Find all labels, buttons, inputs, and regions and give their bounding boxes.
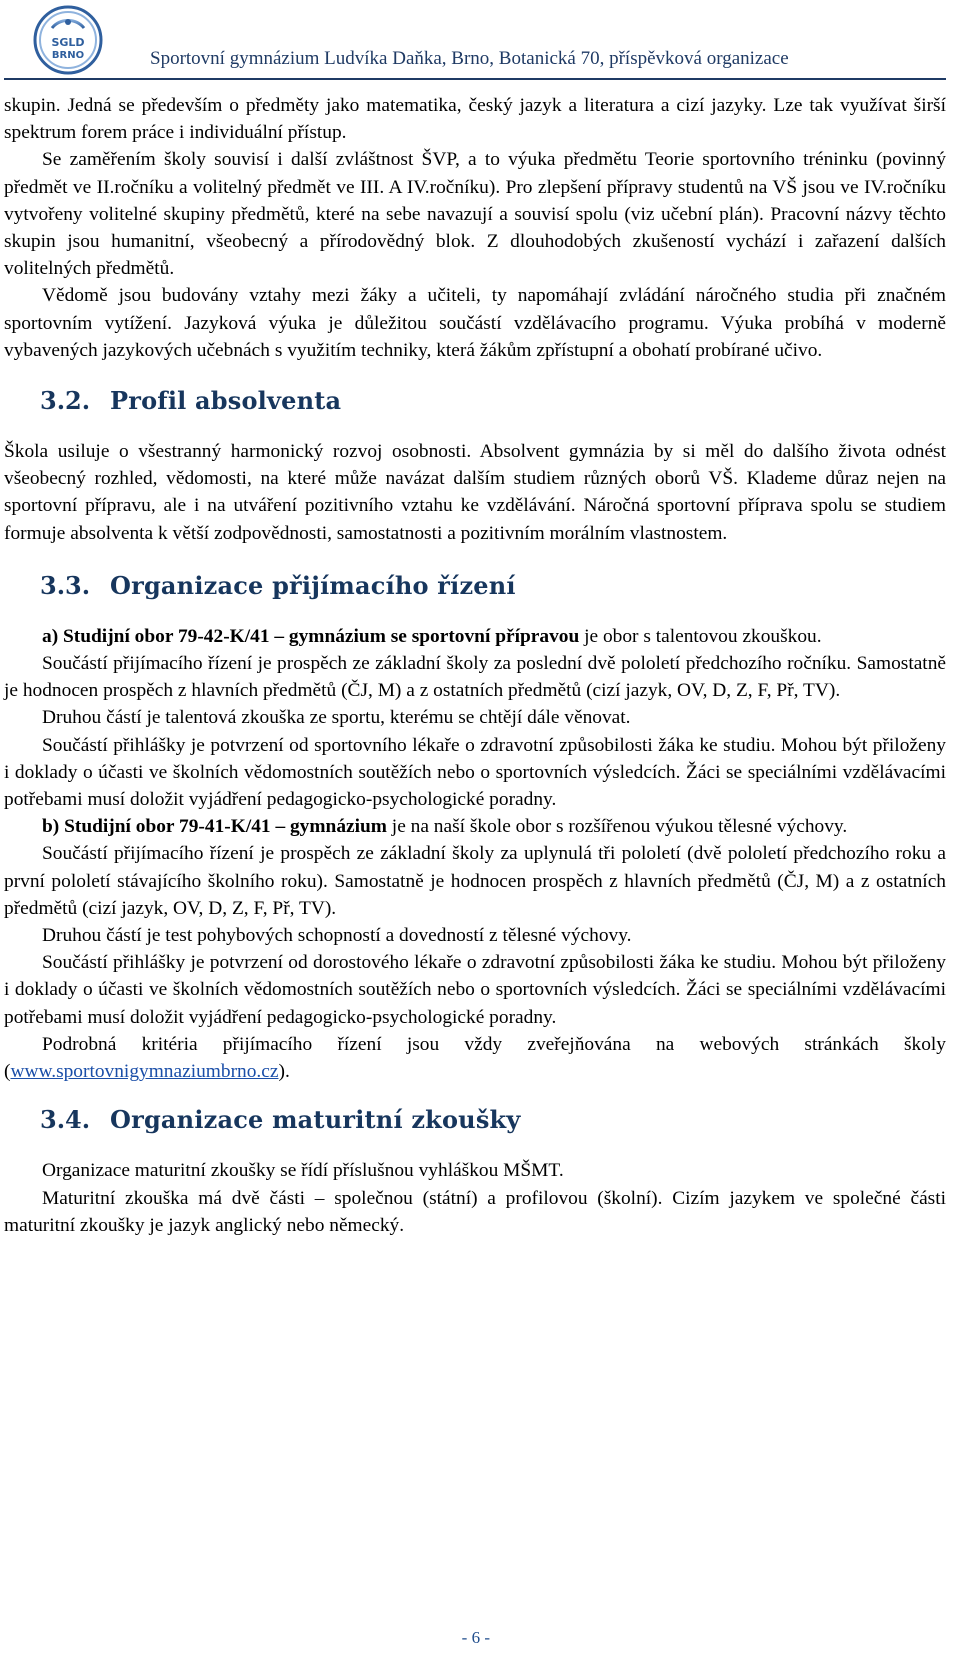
- document-body: [4, 92, 946, 1239]
- program-b-paragraph-2: Druhou částí je test pohybových schopností a dovedností z tělesné výchovy.: [42, 925, 632, 947]
- program-a-paragraph-3: Součástí přihlášky je potvrzení od sportovního lékaře o zdravotní způsobilosti žáka ke studiu. Mohou být přiloženy i doklady o účasti ve školních vědomostních soutěžích nebo o sportovních výsledcích. Žáci se speciálními vzdělávacími potřebami musí doložit vyjádření pedagogicko-psychologické poradny.: [4, 734, 946, 811]
- criteria-end: ).: [278, 1061, 290, 1083]
- section-title: Organizace maturitní zkoušky: [110, 1105, 521, 1135]
- intro-paragraph-3: Vědomě jsou budovány vztahy mezi žáky a učiteli, ty napomáhají zvládání náročného studia při značném sportovním vytížení. Jazyková výuka je důležitou součástí vzdělávacího programu. Výuka probíhá v moderně vybavených jazykových učebnách s využitím techniky, která žákům zpřístupní a obohatí probírané učivo.: [4, 285, 946, 361]
- program-b-desc: je na naší škole obor s rozšířenou výukou tělesné výchovy.: [386, 816, 848, 838]
- program-b-paragraph-1: Součástí přijímacího řízení je prospěch ze základní školy za uplynulá tři pololetí (dvě pololetí předchozího roku a první pololetí stávajícího školního roku). Samostatně je hodnocen prospěch z hlavních předmětů (ČJ, M) a z ostatních předmětů (cizí jazyk, OV, D, Z, F, Př, TV).: [4, 843, 946, 919]
- section-number: 3.2.: [40, 386, 91, 416]
- program-a-title: a) Studijní obor 79-42-K/41 – gymnázium se sportovní přípravou: [42, 625, 580, 647]
- intro-paragraph-1: skupin. Jedná se především o předměty jako matematika, český jazyk a literatura a cizí jazyky. Lze tak využívat širší spektrum forem práce i individuální přístup.: [4, 95, 946, 144]
- section-title: Profil absolventa: [110, 386, 342, 416]
- exam-paragraph-2: Maturitní zkouška má dvě části – společnou (státní) a profilovou (školní). Cizím jazykem ve společné části maturitní zkoušky je jazyk anglický nebo německý.: [4, 1187, 946, 1236]
- intro-paragraph-2: Se zaměřením školy souvisí i další zvláštnost ŠVP, a to výuka předmětu Teorie sportovního tréninku (povinný předmět ve II.ročníku a volitelný předmět ve III. A IV.ročníku). Pro zlepšení přípravy studentů na VŠ jsou ve IV.ročníku vytvořeny volitelné skupiny předmětů, které na sebe navazují a souvisí spolu (viz učební plán). Pracovní názvy těchto skupin jsou humanitní, všeobecný a přírodovědný blok. Z dlouhodobých zkušeností vychází i zařazení dalších volitelných předmětů.: [4, 149, 946, 280]
- program-b-paragraph-3: Součástí přihlášky je potvrzení od dorostového lékaře o zdravotní způsobilosti žáka ke studiu. Mohou být přiloženy i doklady o účasti ve školních vědomostních soutěžích nebo o sportovních výsledcích. Žáci se speciálními vzdělávacími potřebami musí doložit vyjádření pedagogicko-psychologické poradny.: [4, 952, 946, 1028]
- program-b-title: b) Studijní obor 79-41-K/41 – gymnázium: [42, 816, 387, 838]
- exam-paragraph-1: Organizace maturitní zkoušky se řídí příslušnou vyhláškou MŠMT.: [42, 1160, 564, 1182]
- school-logo: [30, 4, 106, 76]
- section-number: 3.4.: [40, 1105, 91, 1135]
- section-heading-3-4: [4, 1105, 946, 1149]
- program-a-intro: [4, 623, 946, 650]
- program-a-paragraph-2: Druhou částí je talentová zkouška ze sportu, kterému se chtějí dále věnovat.: [42, 707, 631, 729]
- svg-text:SGLD: SGLD: [51, 36, 85, 49]
- page-footer: [0, 1628, 960, 1648]
- section-heading-3-3: [4, 571, 946, 615]
- header-divider: [4, 78, 946, 80]
- svg-text:BRNO: BRNO: [51, 50, 85, 61]
- section-title: Organizace přijímacího řízení: [110, 570, 516, 600]
- criteria-text: Podrobná kritéria přijímacího řízení jsou vždy zveřejňována na webových stránkách školy (: [4, 1033, 946, 1083]
- section-heading-3-2: [4, 386, 946, 430]
- page-number: - 6 -: [461, 1628, 490, 1647]
- school-website-link[interactable]: www.sportovnigymnaziumbrno.cz: [10, 1061, 279, 1083]
- program-a-paragraph-1: Součástí přijímacího řízení je prospěch ze základní školy za poslední dvě pololetí předchozího ročníku. Samostatně je hodnocen prospěch z hlavních předmětů (ČJ, M) a z ostatních předmětů (cizí jazyk, OV, D, Z, F, Př, TV).: [4, 653, 946, 702]
- criteria-paragraph: [4, 1031, 946, 1085]
- section-number: 3.3.: [40, 570, 91, 600]
- program-b-intro: [4, 813, 946, 840]
- header-title: Sportovní gymnázium Ludvíka Daňka, Brno, Botanická 70, příspěvková organizace: [150, 48, 789, 69]
- program-a-desc: je obor s talentovou zkouškou.: [579, 625, 822, 647]
- profile-paragraph: Škola usiluje o všestranný harmonický rozvoj osobnosti. Absolvent gymnázia by si měl do dalšího života odnést všeobecný rozhled, vědomosti, na které může navázat dalším studiem různých oborů VŠ. Klademe důraz nejen na sportovní přípravu, ale i na utváření pozitivního vztahu ke vzdělávání. Náročná sportovní příprava spolu se studiem formuje absolventa k větší zodpovědnosti, samostatnosti a pozitivním morálním vlastnostem.: [4, 441, 946, 544]
- page-header: [0, 0, 960, 84]
